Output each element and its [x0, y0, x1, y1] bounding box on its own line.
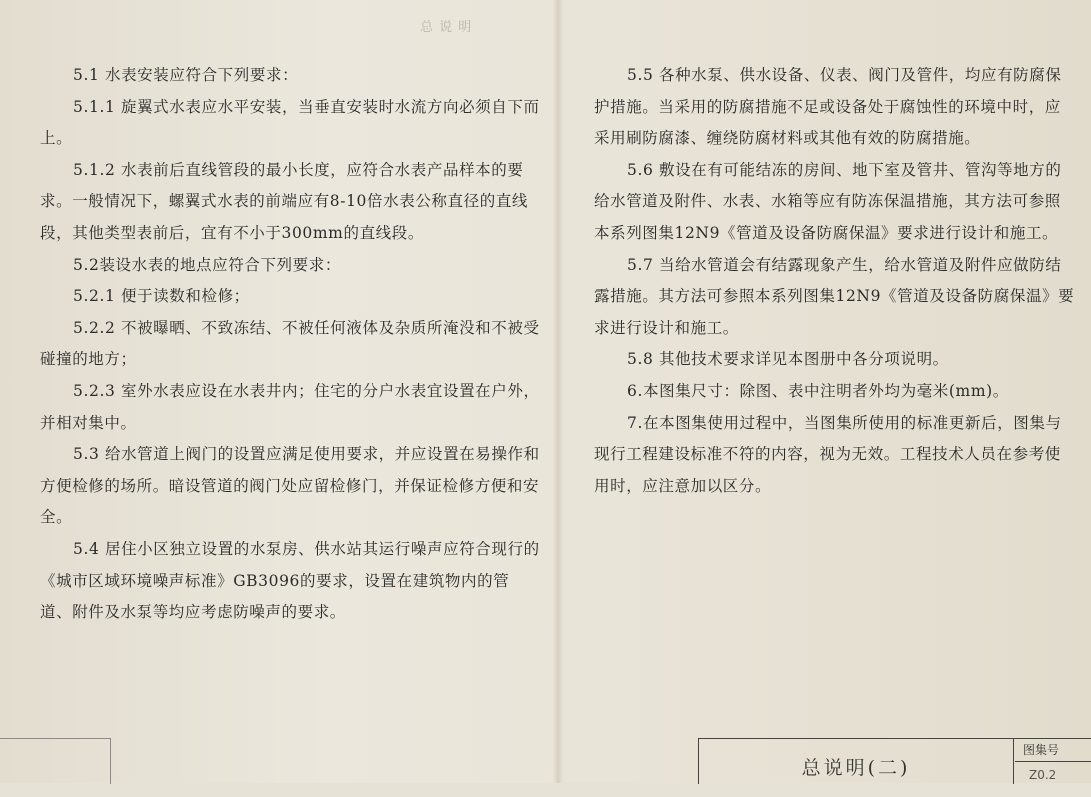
left-title-block [0, 738, 111, 784]
paragraph: 5.2.2 不被曝晒、不致冻结、不被任何液体及杂质所淹没和不被受碰撞的地方； [40, 318, 540, 369]
right-column [594, 60, 1076, 502]
paragraph: 5.1 水表安装应符合下列要求： [73, 66, 299, 84]
paragraph: 7.在本图集使用过程中，当图集所使用的标准更新后，图集与现行工程建设标准不符的内容，视为无效。工程技术人员在参考使用时，应注意加以区分。 [594, 413, 1062, 495]
title-block [698, 738, 1091, 784]
paragraph: 5.8 其他技术要求详见本图册中各分项说明。 [627, 350, 949, 369]
left-column [40, 60, 540, 629]
paragraph: 5.1.1 旋翼式水表应水平安装，当垂直安装时水流方向必须自下而上。 [40, 97, 540, 148]
paragraph: 5.5 各种水泵、供水设备、仪表、阀门及管件，均应有防腐保护措施。当采用的防腐措施不足或设备处于腐蚀性的环境中时，应采用刷防腐漆、缠绕防腐材料或其他有效的防腐措施。 [594, 66, 1062, 148]
paragraph: 5.2.3 室外水表应设在水表井内；住宅的分户水表宜设置在户外，并相对集中。 [40, 381, 540, 432]
paragraph: 5.6 敷设在有可能结冻的房间、地下室及管井、管沟等地方的给水管道及附件、水表、水箱等应有防冻保温措施，其方法可参照本系列图集12N9《管道及设备防腐保温》要求进行设计和施工。 [594, 160, 1062, 242]
page-fold [553, 0, 563, 783]
paragraph: 5.2.1 便于读数和检修； [73, 287, 250, 306]
paragraph: 5.1.2 水表前后直线管段的最小长度，应符合水表产品样本的要求。一般情况下，螺翼式水表的前端应有8-10倍水表公称直径的直线段，其他类型表前后，宜有不小于300mm的直线段。 [40, 160, 529, 242]
title-block-value: Z0.2 [1029, 768, 1057, 782]
title-block-label: 图集号 [1015, 739, 1091, 762]
paragraph: 5.7 当给水管道会有结露现象产生，给水管道及附件应做防结露措施。其方法可参照本系列图集12N9《管道及设备防腐保温》要求进行设计和施工。 [594, 255, 1075, 337]
paragraph: 5.2装设水表的地点应符合下列要求： [73, 255, 341, 274]
header-bleed: 总 说 明 [420, 20, 473, 35]
paragraph: 6.本图集尺寸：除图、表中注明者外均为毫米(mm)。 [627, 381, 1009, 400]
paragraph: 5.3 给水管道上阀门的设置应满足使用要求，并应设置在易操作和方便检修的场所。暗设管道的阀门处应留检修门，并保证检修方便和安全。 [40, 445, 540, 527]
paragraph: 5.4 居住小区独立设置的水泵房、供水站其运行噪声应符合现行的《城市区域环境噪声标准》GB3096的要求，设置在建筑物内的管道、附件及水泵等均应考虑防噪声的要求。 [40, 539, 540, 622]
title-block-title: 总说明(二) [699, 739, 1014, 784]
